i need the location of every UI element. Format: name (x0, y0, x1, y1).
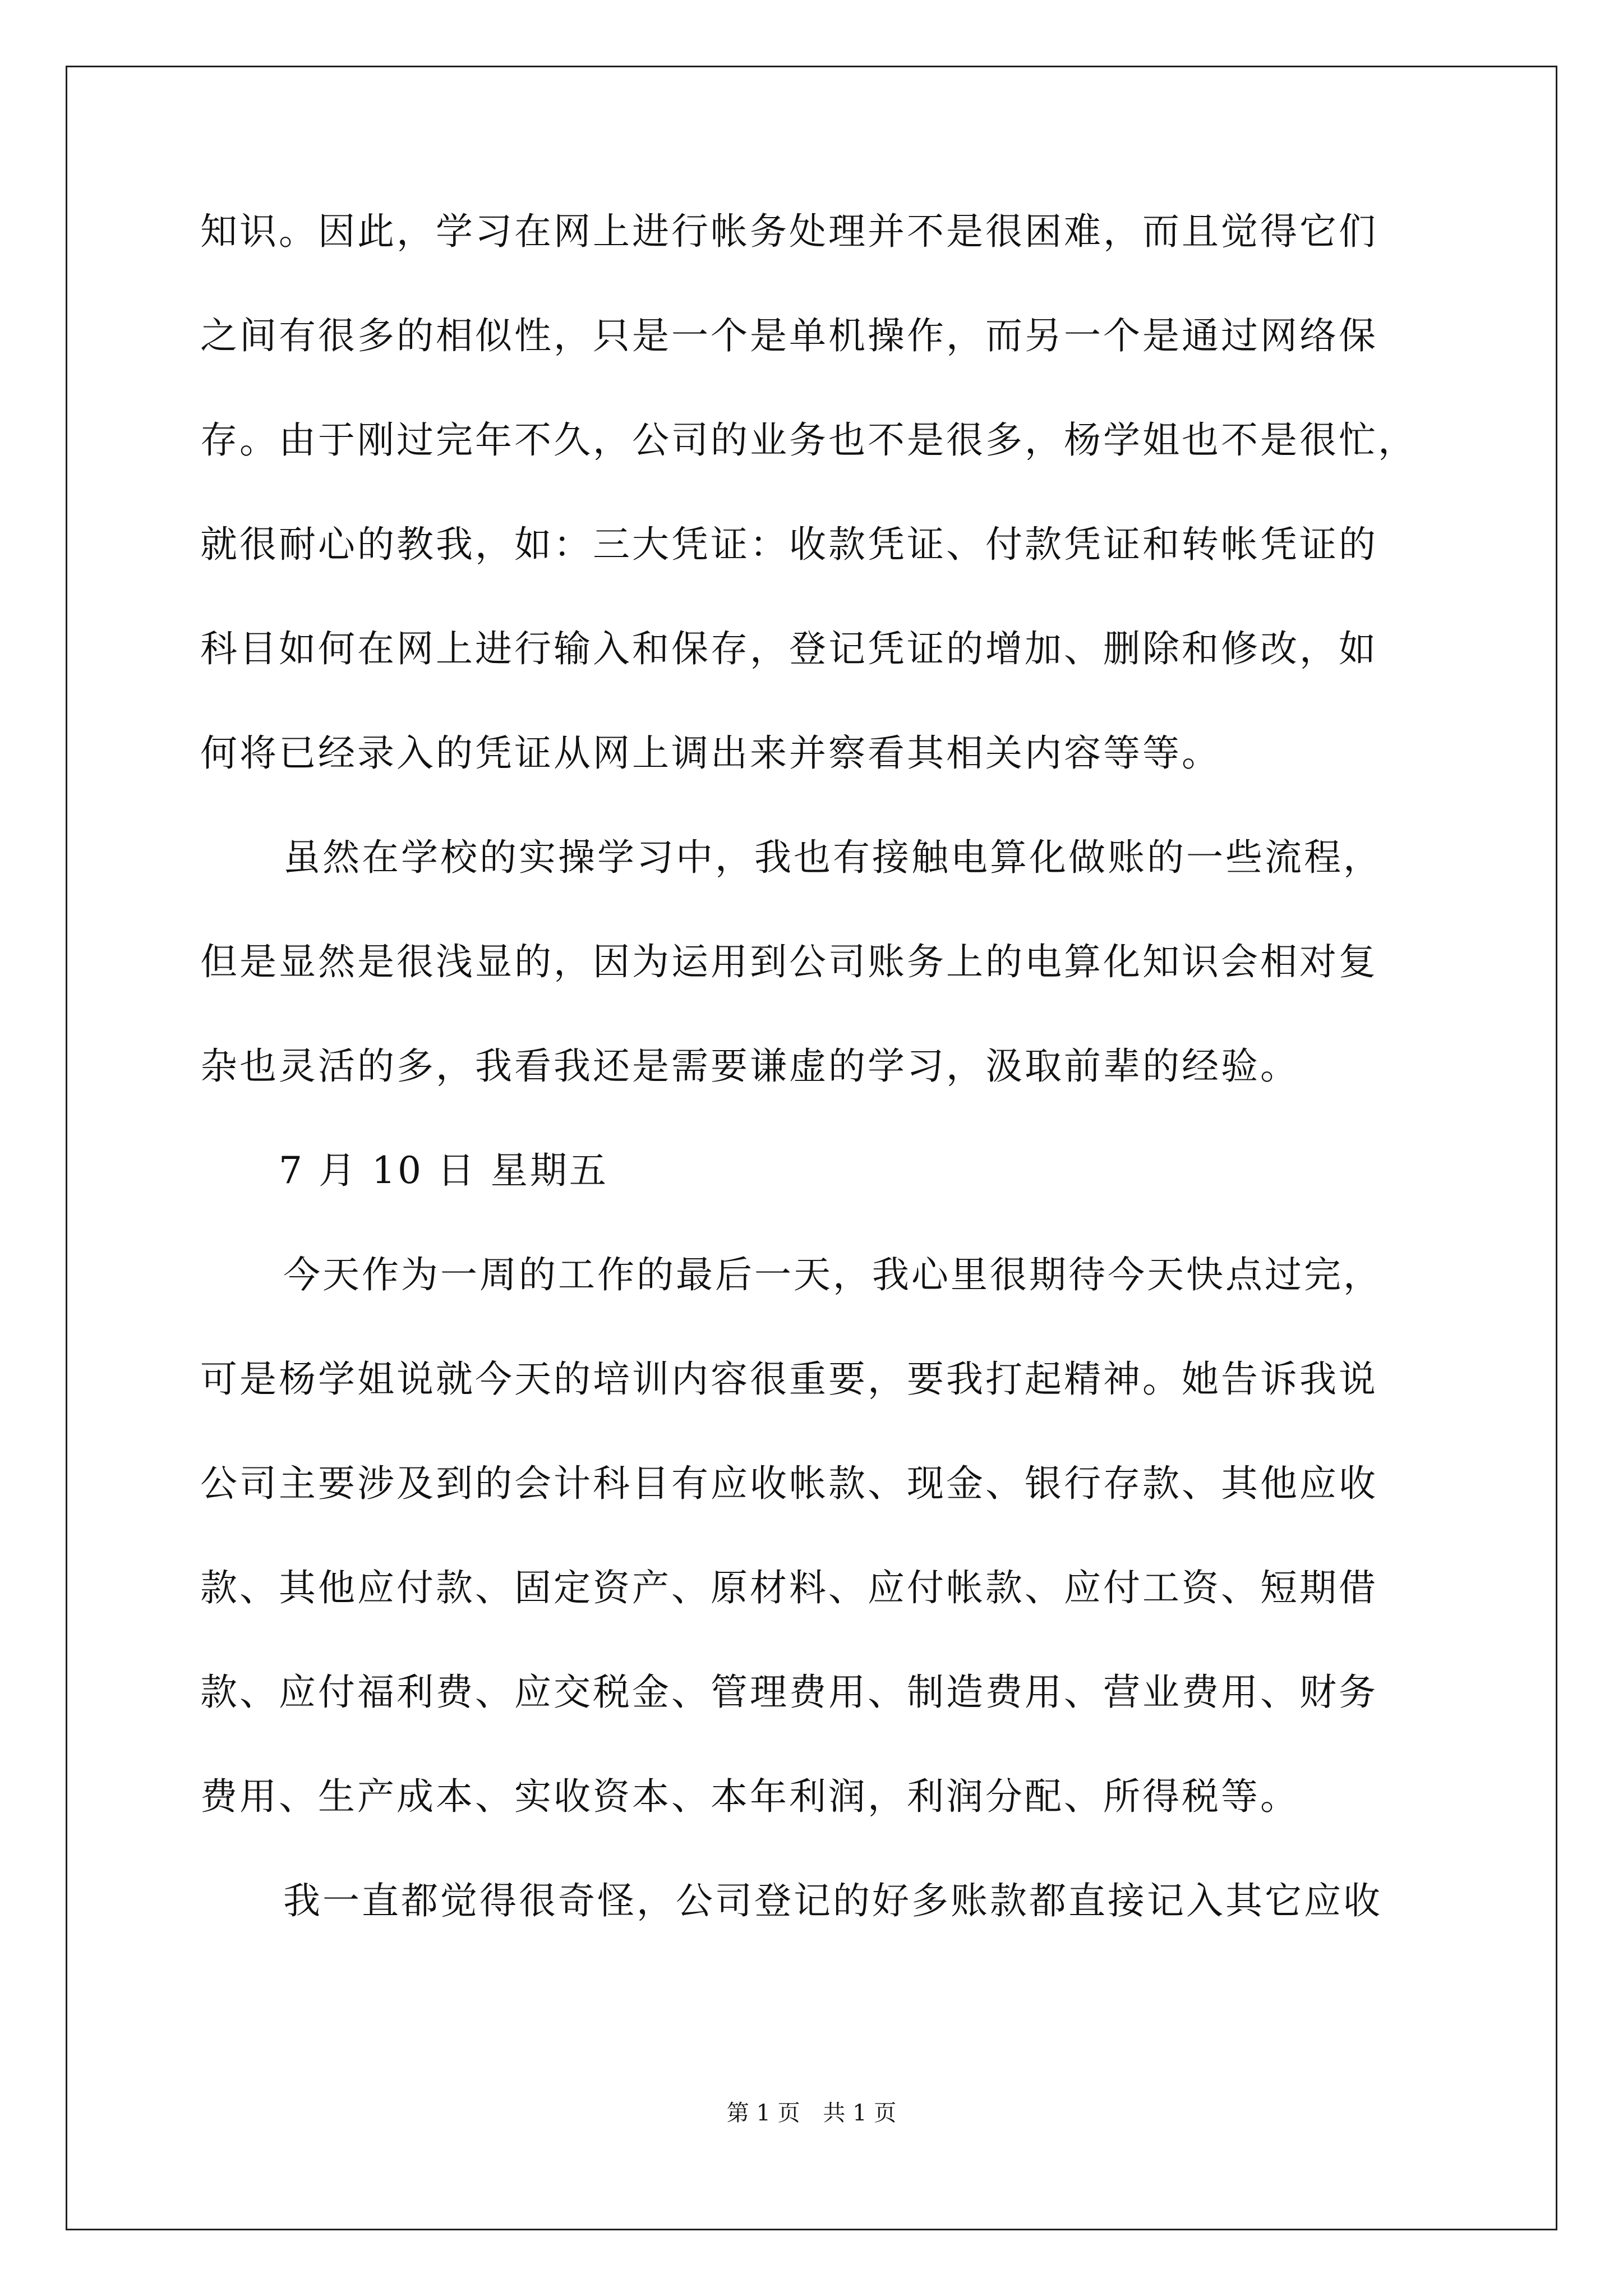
text-line-12: 可是杨学姐说就今天的培训内容很重要，要我打起精神。她告诉我说 (200, 1358, 1378, 1401)
text-line-5: 科目如何在网上进行输入和保存，登记凭证的增加、删除和修改，如 (200, 627, 1378, 670)
text-line-1: 知识。因此，学习在网上进行帐务处理并不是很困难，而且觉得它们 (200, 210, 1378, 253)
text-line-7: 虽然在学校的实操学习中，我也有接触电算化做账的一些流程， (283, 836, 1382, 879)
text-line-6: 何将已经录入的凭证从网上调出来并察看其相关内容等等。 (200, 731, 1221, 775)
document-body (200, 210, 1431, 1922)
text-line-4: 就很耐心的教我，如：三大凭证：收款凭证、付款凭证和转帐凭证的 (200, 523, 1378, 566)
text-line-11: 今天作为一周的工作的最后一天，我心里很期待今天快点过完， (283, 1253, 1382, 1296)
text-line-13: 公司主要涉及到的会计科目有应收帐款、现金、银行存款、其他应收 (200, 1462, 1378, 1505)
text-line-9: 杂也灵活的多，我看我还是需要谦虚的学习，汲取前辈的经验。 (200, 1045, 1299, 1088)
page-number: 第 1 页 (726, 2100, 800, 2126)
text-line-17: 我一直都觉得很奇怪，公司登记的好多账款都直接记入其它应收 (283, 1879, 1382, 1922)
text-line-16: 费用、生产成本、实收资本、本年利润，利润分配、所得税等。 (200, 1775, 1299, 1818)
page-footer (0, 2101, 1623, 2125)
text-line-3: 存。由于刚过完年不久，公司的业务也不是很多，杨学姐也不是很忙， (200, 418, 1417, 462)
text-line-8: 但是显然是很浅显的，因为运用到公司账务上的电算化知识会相对复 (200, 940, 1378, 983)
text-line-14: 款、其他应付款、固定资产、原材料、应付帐款、应付工资、短期借 (200, 1566, 1378, 1609)
text-line-2: 之间有很多的相似性，只是一个是单机操作，而另一个是通过网络保 (200, 314, 1378, 357)
date-heading: 7 月 10 日 星期五 (279, 1149, 608, 1192)
text-line-15: 款、应付福利费、应交税金、管理费用、制造费用、营业费用、财务 (200, 1671, 1378, 1714)
page-total: 共 1 页 (823, 2100, 897, 2126)
